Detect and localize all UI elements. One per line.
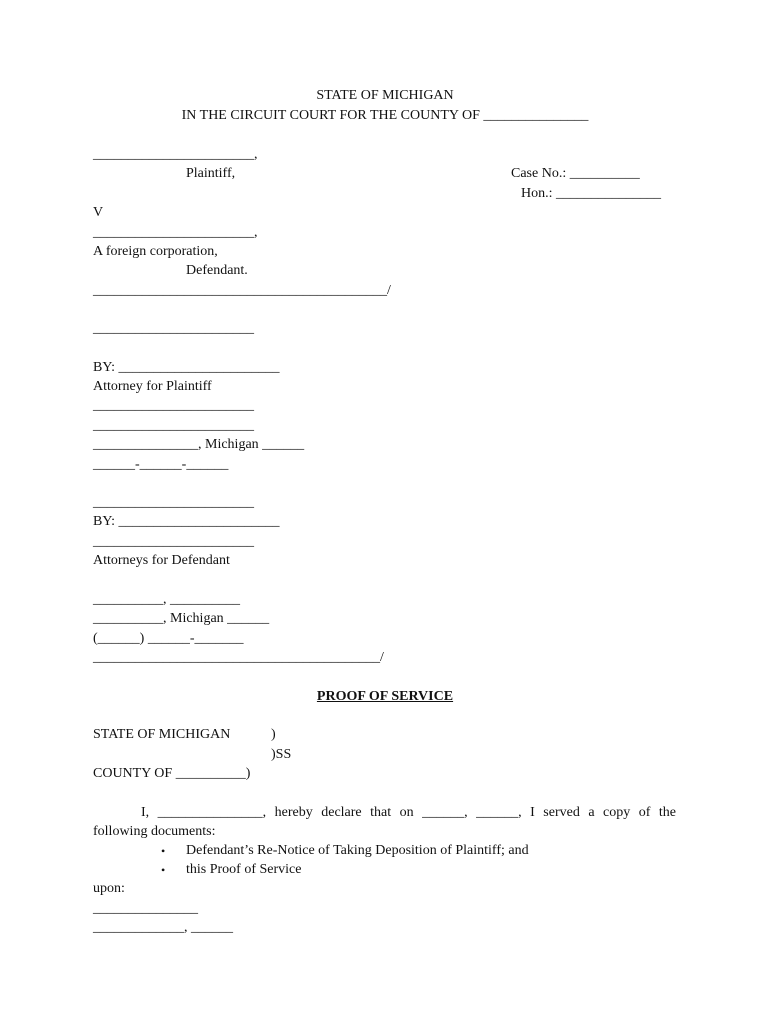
caption-separator: __________________________________________/ (93, 283, 391, 298)
attorneys-for-defendant-label: Attorneys for Defendant (93, 553, 230, 568)
defendant-address-line: __________, __________ (93, 592, 240, 607)
counsel-separator: _________________________________________/ (93, 650, 384, 665)
defendant-label: Defendant. (186, 263, 248, 278)
defendant-phone: (______) ______-_______ (93, 631, 244, 646)
judge-field: Hon.: _______________ (521, 186, 661, 201)
bullet-icon: • (161, 844, 166, 858)
venue-state: STATE OF MICHIGAN (93, 727, 231, 742)
defendant-city-state: __________, Michigan ______ (93, 611, 270, 626)
plaintiff-address-line-1: _______________________ (93, 398, 254, 413)
plaintiff-firm-blank: _______________________ (93, 321, 254, 336)
venue-bracket: ) (271, 727, 276, 742)
case-number-field: Case No.: __________ (511, 166, 640, 181)
upon-label: upon: (93, 881, 125, 896)
plaintiff-address-line-2: _______________________ (93, 418, 254, 433)
recipient-name-blank: _______________ (93, 901, 198, 916)
foreign-corporation-text: A foreign corporation, (93, 244, 218, 259)
plaintiff-label: Plaintiff, (186, 166, 236, 181)
defendant-firm-blank: _______________________ (93, 495, 254, 510)
venue-county: COUNTY OF __________) (93, 766, 251, 781)
attorney-for-plaintiff-label: Attorney for Plaintiff (93, 379, 212, 394)
plaintiff-name-blank: _______________________, (93, 147, 258, 162)
declaration-continuation: following documents: (93, 824, 216, 839)
declaration-text: I, _______________, hereby declare that on ______, ______, I served a copy of the (141, 805, 676, 820)
venue-ss: )SS (271, 747, 292, 762)
plaintiff-phone: ______-______-______ (93, 457, 229, 472)
document-list-item: this Proof of Service (186, 862, 302, 877)
recipient-address-blank: _____________, ______ (93, 920, 233, 935)
plaintiff-city-state: _______________, Michigan ______ (93, 437, 305, 452)
plaintiff-by-line: BY: _______________________ (93, 360, 280, 375)
defendant-name-blank: _______________________, (93, 225, 258, 240)
document-list-item: Defendant’s Re-Notice of Taking Deposition of Plaintiff; and (186, 843, 529, 858)
court-heading: IN THE CIRCUIT COURT FOR THE COUNTY OF _______________ (181, 108, 589, 123)
bullet-icon: • (161, 863, 166, 877)
defendant-by-line: BY: _______________________ (93, 514, 280, 529)
defendant-firm-line: _______________________ (93, 534, 254, 549)
proof-of-service-title: PROOF OF SERVICE (316, 689, 454, 704)
document-state-heading: STATE OF MICHIGAN (316, 88, 454, 103)
versus-label: V (93, 205, 104, 220)
